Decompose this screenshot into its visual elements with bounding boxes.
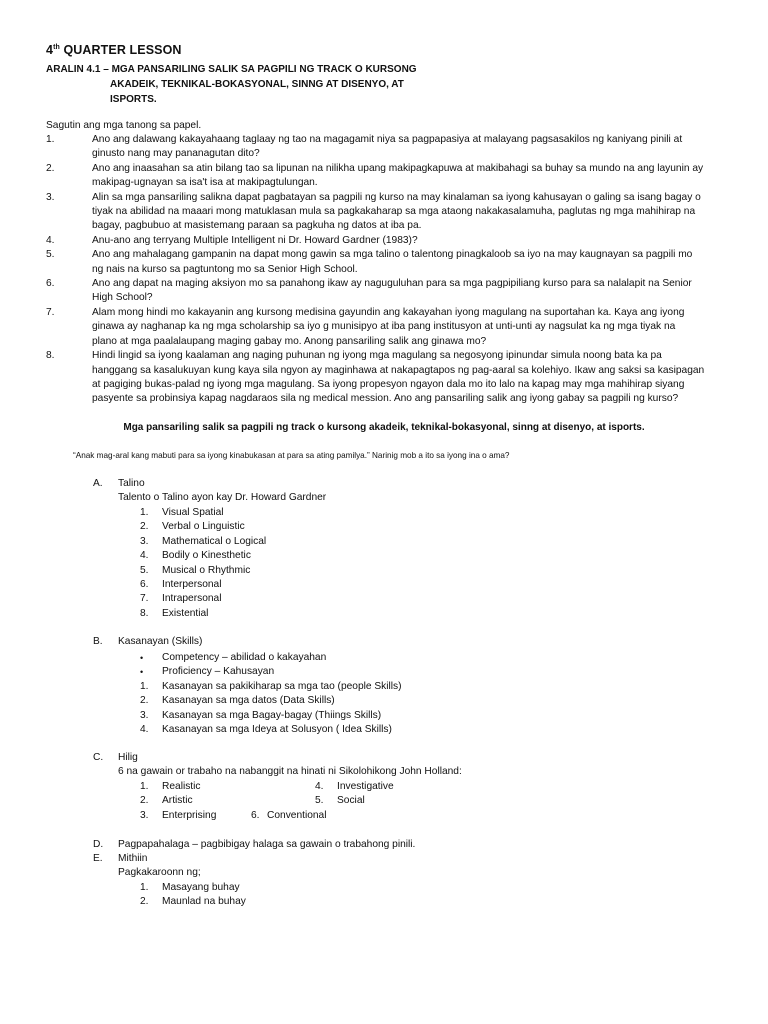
question-item [46,277,736,306]
talino-item [140,578,266,592]
question-text [92,248,726,277]
talino-list [140,506,266,621]
bullet-icon: • [140,653,144,663]
question-line: High School? [92,292,153,304]
question-text [92,349,726,407]
section-subtitle: Pagkakaroonn ng; [118,867,201,879]
item-text: Interpersonal [162,578,222,590]
question-line: Anu-ano ang terryang Multiple Intelligent ni Dr. Howard Gardner (1983)? [92,234,418,246]
holland-item [315,780,394,794]
question-line: pasyente sa probinsiya kapag nagdaraos sila ng medical mession. Ano ang pansariling salik ang iyong gabay sa pagpili ng kurso? [92,393,679,405]
bullet-item [140,651,326,665]
question-line: bagay, pagbubuo at masistemang paraan sa pagkuha ng datos at iba pa. [92,220,422,232]
title-superscript: th [53,44,60,51]
item-text: Kasanayan sa mga Ideya at Solusyon ( Idea Skills) [162,724,392,736]
question-text [92,191,726,234]
question-list [46,133,736,407]
title-number: 4 [46,43,54,57]
section-b [93,635,202,649]
kasanayan-item [140,694,402,708]
item-number: 5. [140,564,149,576]
section-title: Pagpapahalaga – pagbibigay halaga sa gawain o trabahong pinili. [118,839,416,850]
section-subtitle: 6 na gawain or trabaho na nabanggit na hinati ni Sikolohikong John Holland: [118,766,462,778]
item-number: 4. [140,550,149,562]
kasanayan-bullets [140,651,326,680]
section-letter: B. [93,636,103,647]
item-number: 4. [140,724,149,736]
question-item [46,133,736,162]
question-line: Alam mong hindi mo kakayanin ang kursong medisina gayundin ang kakayahan iyong magulang na suportahan ka. Kaya ang iyong [92,306,685,318]
question-number: 1. [46,134,55,145]
item-number: 3. [140,535,149,547]
quote-text: “Anak mag-aral kang mabuti para sa iyong kinabukasan at para sa ating pamilya.” Narinig mob a ito sa iyong ina o ama? [73,451,510,460]
holland-item [140,780,201,794]
holland-item [315,794,365,808]
section-c [93,751,462,780]
question-item [46,234,736,248]
question-number: 3. [46,191,55,203]
section-a [93,477,326,506]
item-text: Kasanayan sa mga Bagay-bagay (Thiings Skills) [162,709,382,721]
section-title: Talino [118,478,145,489]
item-text: Social [337,795,365,807]
question-line: Alin sa mga pansariling salikna dapat pagbatayan sa pagpili ng kurso na may kinalaman sa iyong kahusayan o galing sa isang bagay o [92,191,701,203]
item-text: Conventional [267,809,327,821]
talino-item [140,549,266,563]
question-number: 4. [46,234,55,246]
item-number: 1. [140,781,149,792]
section-letter: A. [93,478,103,489]
question-text [92,277,726,306]
item-text: Verbal o Linguistic [162,521,245,533]
item-number: 6. [251,809,260,821]
lesson-title-line-2: AKADEIK, TEKNIKAL-BOKASYONAL, SINNG AT DISENYO, AT [110,79,404,90]
question-number: 2. [46,162,55,174]
item-number: 1. [140,507,149,518]
question-line: ginawa ay naghanap ka ng mga scholarship sa iyo g munisipyo at iba pang institusyon at unti-unti ay nagsulat ka ng mga tiyak na [92,321,676,333]
question-item [46,248,736,277]
item-text: Enterprising [162,809,217,821]
question-number: 5. [46,249,55,261]
question-item [46,191,736,234]
question-line: Ano ang dapat na maging aksiyon mo sa panahong ikaw ay naguguluhan para sa mga pagpipiliang kurso para sa nalalapit na Senior [92,278,692,290]
item-text: Realistic [162,781,201,792]
item-number: 2. [140,896,149,908]
holland-list [140,780,440,824]
page-title [46,43,182,57]
item-text: Intrapersonal [162,593,222,605]
holland-item [140,794,193,808]
section-heading: Mga pansariling salik sa pagpili ng track o kursong akadeik, teknikal-bokasyonal, sinng at disenyo, at isports. [123,422,645,433]
lesson-title-line-3: ISPORTS. [110,94,157,105]
item-text: Artistic [162,795,193,807]
question-line: Ano ang dalawang kakayahaang taglaay ng tao na magagamit niya sa pagpapasiya at malayang pagsasakilos ng kaniyang pinili at [92,134,683,145]
question-item [46,162,736,191]
question-line: at pagiging bukas-palad ng iyong mga magulang. Sa iyong propesyon ngayon dala mo ito lalo na kapag may mga mahihirap siyang [92,378,685,390]
question-line: plano at mga paalalaupang maging gabay mo. Anong pansariling salik ang ginawa mo? [92,335,487,347]
holland-item [251,809,326,823]
question-line: Hindi lingid sa iyong kaalaman ang naging puhunan ng iyong mga magulang sa negosyong ipinundar simula noong bata ka pa [92,350,662,362]
question-text [92,133,726,162]
question-number: 6. [46,278,55,290]
item-text: Investigative [337,781,394,792]
talino-item [140,564,266,578]
item-text: Mathematical o Logical [162,535,267,547]
item-number: 3. [140,709,149,721]
item-number: 3. [140,809,149,821]
section-subtitle: Talento o Talino ayon kay Dr. Howard Gardner [118,492,327,504]
item-text: Visual Spatial [162,507,224,518]
question-item [46,306,736,349]
talino-item [140,592,266,606]
holland-item [140,809,216,823]
bullet-icon: • [140,667,144,678]
bullet-text: Proficiency – Kahusayan [162,666,275,678]
question-item [46,349,736,407]
bullet-text: Competency – abilidad o kakayahan [162,652,327,663]
instruction-text: Sagutin ang mga tanong sa papel. [46,120,202,131]
item-number: 7. [140,593,149,605]
question-number: 7. [46,306,55,318]
item-number: 1. [140,681,149,692]
section-d [93,838,415,852]
question-line: tiyak na abilidad na maaari mong matuklasan mula sa pagkakaharap sa mga ataong nakakasalamuha, paglutas ng mga mahihirap na [92,206,696,218]
question-line: hanggang sa kasalukuyan kung kaya sila ngyon ay maginhawa at nakapagtapos ng pag-aaral sa kolehiyo. Ikaw ang saksi sa kasipagan [92,364,705,376]
talino-item [140,520,266,534]
mithiin-list [140,881,246,910]
mithiin-item [140,881,246,895]
question-text [92,306,726,349]
section-title: Hilig [118,752,138,763]
item-number: 2. [140,695,149,707]
item-number: 4. [315,781,324,792]
item-text: Kasanayan sa pakikiharap sa mga tao (people Skills) [162,681,402,692]
item-text: Kasanayan sa mga datos (Data Skills) [162,695,335,707]
title-text: QUARTER LESSON [59,43,182,57]
item-number: 1. [140,882,149,893]
section-title: Kasanayan (Skills) [118,636,203,647]
item-number: 2. [140,795,149,807]
item-number: 2. [140,521,149,533]
section-letter: E. [93,853,103,864]
question-text [92,162,726,191]
kasanayan-item [140,680,402,694]
question-number: 8. [46,350,55,362]
item-text: Bodily o Kinesthetic [162,550,251,562]
bullet-item [140,665,326,679]
section-letter: C. [93,752,104,763]
kasanayan-item [140,709,402,723]
kasanayan-list [140,680,402,738]
section-letter: D. [93,839,104,850]
item-text: Masayang buhay [162,882,240,893]
item-number: 8. [140,607,149,619]
question-line: ng nais na kurso sa pagtuntong mo sa Senior High School. [92,263,358,275]
item-text: Existential [162,607,209,619]
question-line: Ano ang mahalagang gampanin na dapat mong gawin sa mga talino o talentong pinagkaloob sa iyo na may kaugnayan sa pagpili mo [92,249,693,261]
talino-item [140,506,266,520]
talino-item [140,535,266,549]
section-e [93,852,201,881]
section-title: Mithiin [118,853,148,864]
item-number: 6. [140,578,149,590]
mithiin-item [140,895,246,909]
kasanayan-item [140,723,402,737]
question-line: Ano ang inaasahan sa atin bilang tao sa lipunan na nilikha upang makipagkapuwa at makibahagi sa buhay sa mundo na ang layunin ay [92,162,704,174]
item-number: 5. [315,795,324,807]
item-text: Maunlad na buhay [162,896,246,908]
lesson-title-line-1: ARALIN 4.1 – MGA PANSARILING SALIK SA PAGPILI NG TRACK O KURSONG [46,64,417,75]
question-line: ginusto nang may pananagutan dito? [92,148,260,160]
item-text: Musical o Rhythmic [162,564,251,576]
question-text [92,234,726,248]
talino-item [140,607,266,621]
question-line: makipag-ugnayan sa isa't isa at makipagtulungan. [92,177,318,189]
